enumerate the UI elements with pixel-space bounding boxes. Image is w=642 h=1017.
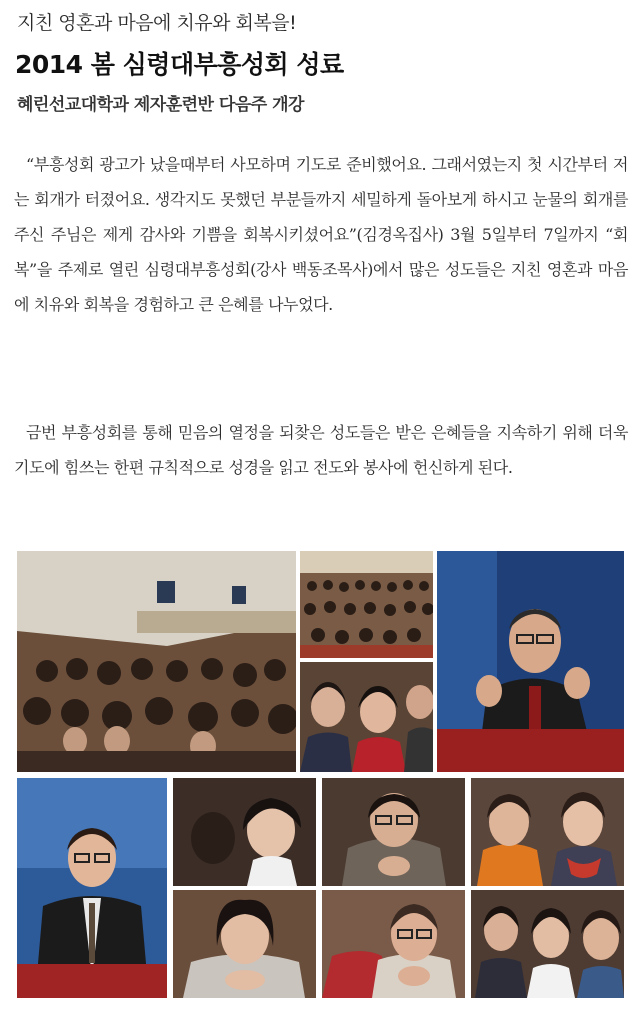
speaker-preaching-photo [437, 551, 624, 772]
body-paragraph-1: “부흥성회 광고가 났을때부터 사모하며 기도로 준비했어요. 그래서였는지 첫 시간부터 저는 회개가 터졌어요. 생각지도 못했던 부분들까지 세밀하게 돌아보게 하시고 눈물의 회개를 주신 주님은 제게 감사와 기쁨을 회복시키셨어요”(김경옥집사) 3월 5일부터 7일까지 “회복”을 주제로 열린 심령대부흥성회(강사 백동조목사)에서 많은 성도들은 지친 영혼과 마음에 치유와 회복을 경험하고 큰 은혜를 나누었다. [14, 155, 628, 314]
worshippers-close-photo [300, 662, 433, 772]
young-people-row-photo [471, 890, 624, 998]
article-subhead: 혜린선교대학과 제자훈련반 다음주 개강 [17, 95, 304, 115]
young-leader-speaking-photo [17, 778, 167, 998]
article-headline: 2014 봄 심령대부흥성회 성료 [15, 50, 344, 79]
body-paragraph-2: 금번 부흥성회를 통해 믿음의 열정을 되찾은 성도들은 받은 은혜들을 지속하기 위해 더욱 기도에 힘쓰는 한편 규칙적으로 성경을 읽고 전도와 봉사에 헌신하게 된다. [14, 423, 629, 477]
article-kicker: 지친 영혼과 마음에 치유와 회복을! [17, 12, 297, 34]
woman-glasses-praying-photo [322, 778, 465, 886]
young-woman-praying-photo [173, 778, 316, 886]
elderly-woman-praying-photo [322, 890, 465, 998]
balcony-crowd-photo [300, 551, 433, 658]
women-smiling-photo [471, 778, 624, 886]
congregation-wide-photo [17, 551, 296, 772]
young-woman-bowed-photo [173, 890, 316, 998]
